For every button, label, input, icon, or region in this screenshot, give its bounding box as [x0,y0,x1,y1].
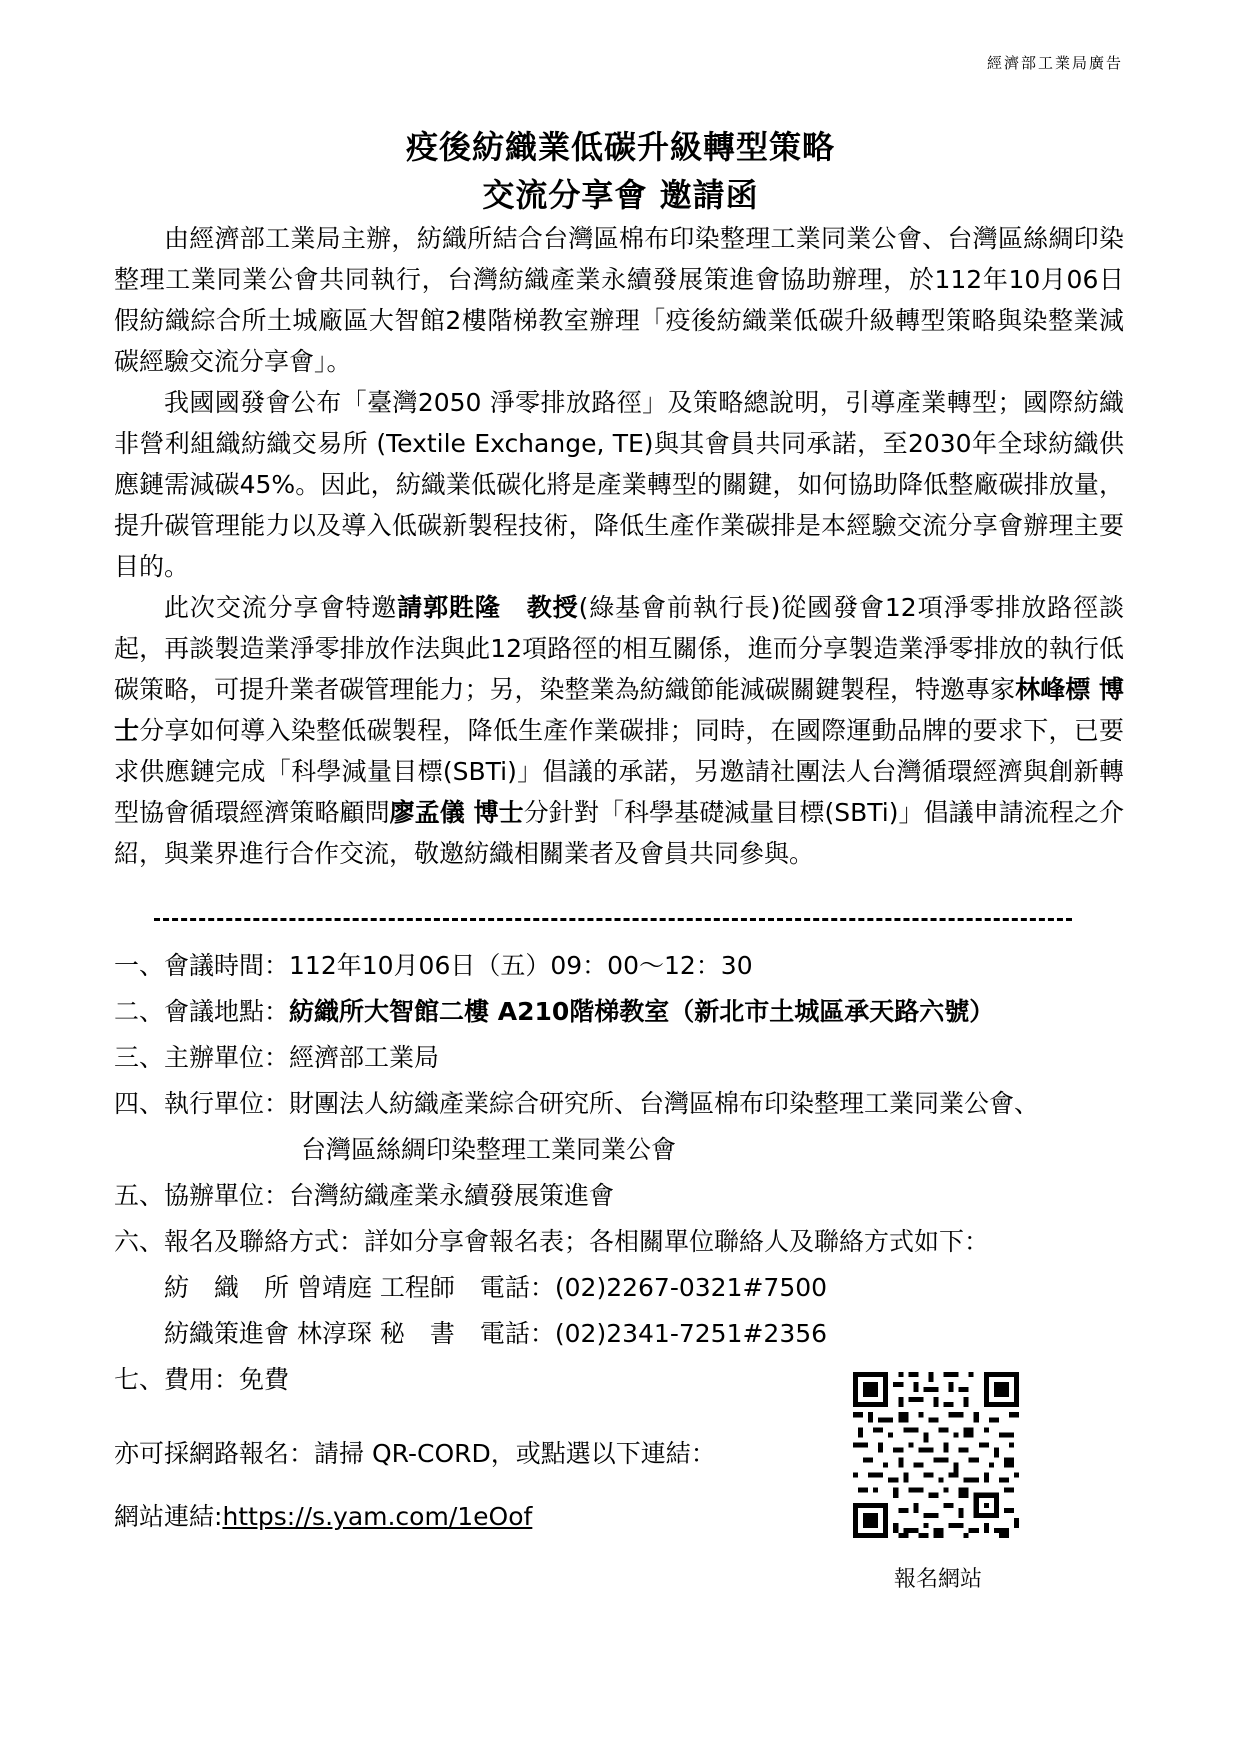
detail-exec [114,1084,1039,1130]
paragraph-speakers [114,587,1124,874]
speaker-3: 廖孟儀 博士 [389,798,524,827]
detail-place-value: 紡織所大智館二樓 A210階梯教室（新北市土城區承天路六號） [289,997,995,1026]
speakers-text-1: 此次交流分享會特邀 [164,593,398,622]
detail-exec-value-2: 台灣區絲綢印染整理工業同業公會 [301,1135,677,1164]
detail-co [114,1176,1039,1222]
detail-exec-cont [114,1130,1039,1176]
detail-fee-value: 免費 [239,1365,290,1394]
detail-exec-label: 四、執行單位： [114,1089,290,1118]
detail-fee-label: 七、費用： [114,1365,240,1394]
detail-host-label: 三、主辦單位： [114,1043,290,1072]
speakers-text-2: (綠基會前執行長)從國發會12項淨零排放路徑談起，再談製造業淨零排放作法與此12項路徑的相互關係，進而分享製造業淨零排放的執行低碳策略，可提升業者碳管理能力；另，染整業為紡織節能減碳關鍵製程，特邀專家 [114,593,1124,704]
title-line-2: 交流分享會 邀請函 [482,176,759,214]
dashed-divider [154,918,1072,921]
contact-textile-council: 紡織策進會 林淳琛 秘 書 電話：(02)2341-7251#2356 [164,1319,828,1348]
detail-time [114,946,1039,992]
qr-caption: 報名網站 [893,1567,982,1592]
registration-link[interactable]: https://s.yam.com/1eOof [222,1502,533,1531]
paragraph-intro: 由經濟部工業局主辦，紡織所結合台灣區棉布印染整理工業同業公會、台灣區絲綢印染整理工業同業公會共同執行，台灣紡織產業永續發展策進會協助辦理，於112年10月06日假紡織綜合所土城廠區大智館2樓階梯教室辦理「疫後紡織業低碳升級轉型策略與染整業減碳經驗交流分享會」。 [114,224,1124,376]
speaker-2: 林峰標 博士 [114,675,1124,745]
qr-code-icon [853,1372,1019,1538]
detail-contact [114,1222,1039,1268]
contact-textile-institute: 紡 織 所 曾靖庭 工程師 電話：(02)2267-0321#7500 [164,1273,828,1302]
detail-host-value: 經濟部工業局 [289,1043,440,1072]
detail-contact-value: 詳如分享會報名表；各相關單位聯絡人及聯絡方式如下： [364,1227,990,1256]
website-link-line [114,1497,532,1537]
title-line-1: 疫後紡織業低碳升級轉型策略 [405,128,835,166]
website-link-label: 網站連結: [114,1502,223,1531]
meeting-details [114,946,1039,1406]
detail-time-value: 112年10月06日（五）09：00～12：30 [289,951,753,980]
detail-host [114,1038,1039,1084]
detail-co-value: 台灣紡織產業永續發展策進會 [289,1181,615,1210]
detail-time-label: 一、會議時間： [114,951,290,980]
detail-contact-label: 六、報名及聯絡方式： [114,1227,365,1256]
detail-co-label: 五、協辦單位： [114,1181,290,1210]
detail-place-label: 二、會議地點： [114,997,290,1026]
speakers-text-4: 分針對「科學基礎減量目標(SBTi)」倡議申請流程之介紹，與業界進行合作交流，敬邀紡織相關業者及會員共同參與。 [114,798,1124,868]
header-note: 經濟部工業局廣告 [986,54,1123,72]
detail-exec-value-1: 財團法人紡織產業綜合研究所、台灣區棉布印染整理工業同業公會、 [289,1089,1040,1118]
detail-place [114,992,1039,1038]
paragraph-background: 我國國發會公布「臺灣2050 淨零排放路徑」及策略總說明，引導產業轉型；國際紡織非營利組織紡織交易所 (Textile Exchange, TE)與其會員共同承諾，至2030年全球紡織供應鏈需減碳45%。因此，紡織業低碳化將是產業轉型的關鍵，如何協助降低整廠碳排放量，提升碳管理能力以及導入低碳新製程技術，降低生產作業碳排是本經驗交流分享會辦理主要目的。 [114,388,1124,581]
speaker-1: 請郭貹隆 教授 [397,593,579,622]
online-registration-note: 亦可採網路報名：請掃 QR-CORD，或點選以下連結： [114,1439,716,1468]
body-text [114,218,1124,874]
speakers-text-3: 分享如何導入染整低碳製程，降低生產作業碳排；同時，在國際運動品牌的要求下，已要求供應鏈完成「科學減量目標(SBTi)」倡議的承諾，另邀請社團法人台灣循環經濟與創新轉型協會循環經濟策略顧問 [114,716,1124,827]
